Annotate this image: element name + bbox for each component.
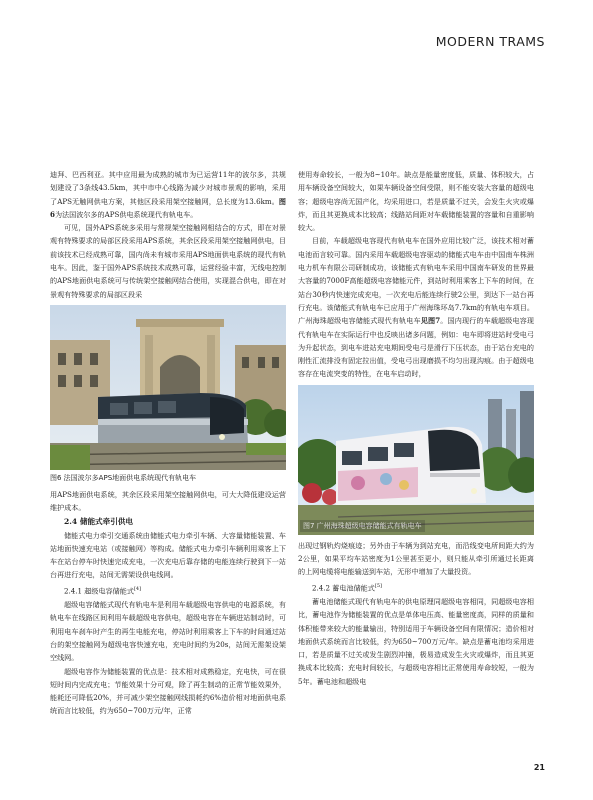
citation-reference: [4]: [133, 585, 142, 592]
figure-6: [50, 305, 286, 484]
subsection-heading-2-4-2: [298, 579, 534, 595]
subsection-title: 2.4.2 蓄电池储能式: [312, 583, 375, 592]
subsection-title: 2.4.1 超级电容储能式: [64, 586, 134, 596]
right-column: [298, 168, 534, 688]
paragraph: 储能式电力牵引交通系统由储能式电力牵引车辆、大容量储能装置、车站地面快速充电站（或接触网）等构成。储能式电力牵引车辆利用乘客上下车在站台停车时快速完成充电，一次充电后靠存储的电能连续行驶到下一站台再进行充电，站间无需架设供电线网。: [50, 530, 286, 580]
page-number: 21: [533, 763, 545, 772]
citation-reference: [5]: [374, 582, 382, 589]
figure-reference: 见图7: [420, 316, 441, 326]
paragraph: 用APS地面供电系统，其余区段采用架空接触网供电，可大大降低建设运营维护成本。: [50, 489, 286, 513]
figure-6-caption: 图6 法国波尔多APS地面供电系统现代有轨电车: [50, 473, 197, 482]
left-column: [50, 168, 286, 718]
paragraph: 蓄电池储能式现代有轨电车的供电原理同超级电容相同，同超级电容相比，蓄电池作为储能装置的优点是单体电压高、能量密度高，同样的质量和体积能带来较大的能量输出，特别适用于车辆设备空间有限情况；造价相对地面供式系统而言比较低，约为650~700万元/年。缺点是蓄电池均采用进口，若是质量不过关或发生剧烈冲撞，极易造成发生火灾或爆炸，而且其更换成本比较高；充电时间较长，与超级电容相比正常使用寿命较短，一般为5年。蓄电池和超级电: [298, 597, 534, 686]
paragraph: 可见，国外APS系统多采用与常规架空接触网相结合的方式，即在对景观有特殊要求的局部区段采用APS系统，其余区段采用架空接触网供电，目前该技术已经成熟可靠，国内尚未有城市采用APS地面供电系统的现代有轨电车。因此，鉴于国外APS系统技术成熟可靠，运营经验丰富，无线电控制的APS地面供电系统可与传统架空接触网结合使用，实现混合供电，即在对景观有特殊要求的局部区段采: [50, 223, 286, 299]
paragraph: 超级电容储能式现代有轨电车是利用车载超级电容供电的电源系统，有轨电车在线路区间利用车载超级电容供电，超级电容在车辆进站制动时，可利用电车刹车时产生的再生电能充电，停站时利用乘客上下车的时间通过站台的架空接触网为超级电容快速充电，充电时间约为20s，站间无需架设架空线网。: [50, 600, 286, 663]
paragraph-text: 目前，车载超级电容现代有轨电车在国外应用比较广泛，该技术相对蓄电池而言较可靠。国内采用车载超级电容驱动的储能式电车由中国南车株洲电力机车有限公司研制成功，该储能式有轨电车采用中国南车研发的世界最大容量的7000F高能超级电容储能元件，到站时利用乘客上下车的时间，在站台30秒内快速完成充电，一次充电后能连续行驶2公里，到达下一站台再行充电。该储能式有轨电车已应用于广州海珠环岛7.7km的有轨电车项目。广州海珠超级电容储能式现代有轨电车: [298, 236, 534, 326]
paragraph: 出现过钢轨灼烧痕迹；另外由于车辆为到站充电，而沿线变电所间距大约为2公里，如果平均车站密度为1公里甚至更小，则只能从牵引所通过长距离的上网电缆将电能输送到车站，无形中增加了大量投资。: [298, 540, 534, 577]
paragraph-text: 迪拜、巴西利亚。其中应用最为成熟的城市为已运营11年的波尔多，共规划建设了3条线43.5km，其中市中心线路为减少对城市景观的影响，采用了APS无触网供电方案，其他区段采用架空接触网，总长度为13.6km。: [50, 170, 286, 206]
paragraph-text: 为法国波尔多的APS供电系统现代有轨电车。: [54, 209, 198, 219]
paragraph: [50, 168, 286, 221]
figure-reference: 图6: [50, 196, 286, 219]
figure-7: [298, 385, 534, 535]
paragraph: 超级电容作为储能装置的优点是：技术相对成熟稳定，充电快，可在很短时间内完成充电；节能效果十分可观，除了再生制动的正常节能效果外，能耗还可降低20%，并可减少架空接触网线损耗约6%造价相对地面供电系统而言比较低，约为650~700万元/年，正常: [50, 666, 286, 716]
tram-photo-bordeaux: [50, 305, 286, 470]
paragraph-text: 。国内现行的车载超级电容现代有轨电车在实际运行中也反映出诸多问题，例如：电车即将进站时受电弓为升起状态，到电车进站充电期间受电弓是滑行下压状态，由于站台充电的刚性汇流排没有固定拉出值，受电弓出现磨损不均匀出现沟痕。由于超级电容存在电流突变的特性，在电车启动时，: [298, 316, 535, 379]
figure-7-caption: 图7 广州海珠超级电容储能式有轨电车: [300, 520, 425, 532]
running-header: MODERN TRAMS: [435, 34, 545, 49]
tram-photo-guangzhou: [298, 385, 534, 535]
subsection-heading-2-4-1: [50, 582, 286, 598]
section-heading-2-4: 2.4 储能式牵引供电: [64, 516, 134, 526]
paragraph: 使用寿命较长，一般为8~10年。缺点是能量密度低，质量、体积较大，占用车辆设备空间较大，如果车辆设备空间受限，则不能安装大容量的超级电容；超级电容尚无国产化，均采用进口，若是质量不过关，会发生火灾或爆炸，而且其更换成本比较高；线路站间距对车载储能装置的容量和自重影响较大。: [298, 170, 534, 233]
paragraph: [298, 234, 534, 380]
